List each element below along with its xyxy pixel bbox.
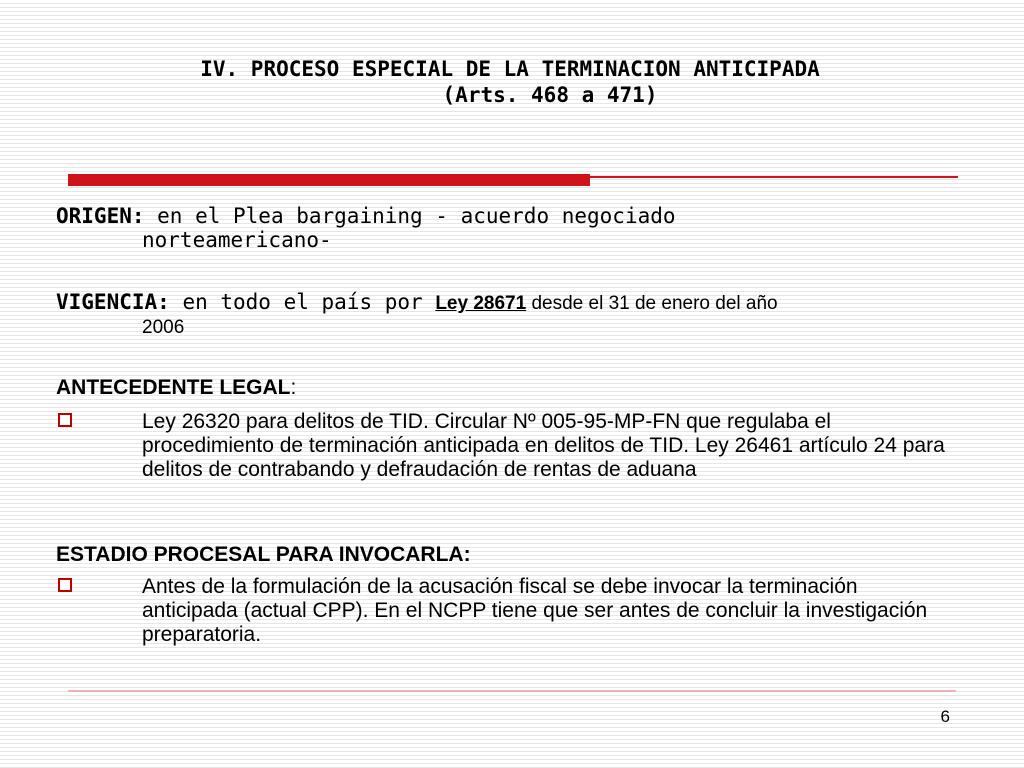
antecedente-bullet [56,410,956,482]
footer-divider-line [68,690,956,692]
antecedente-heading [56,376,296,400]
square-outline-bullet-icon [58,578,72,592]
vigencia-text-cont: 2006 [142,317,185,338]
title-divider-bar [68,174,590,186]
page-number: 6 [940,707,950,726]
vigencia-law: Ley 28671 [435,293,527,314]
square-outline-bullet-icon [58,413,72,427]
vigencia-after: desde el 31 de enero del año [526,293,778,314]
estadio-text: Antes de la formulación de la acusación fiscal se debe invocar la terminación anticipada (actual CPP). En el NCPP tiene que ser antes de concluir la investigación preparatoria. [142,575,928,646]
vigencia-label: VIGENCIA: [56,290,170,314]
antecedente-colon: : [290,376,297,399]
origen-text-cont: norteamericano- [142,228,332,252]
antecedente-label: ANTECEDENTE LEGAL [56,376,291,399]
title-divider-line [590,176,958,178]
estadio-bullet [56,575,956,647]
estadio-heading: ESTADIO PROCESAL PARA INVOCARLA: [56,543,471,566]
slide-title-line2: (Arts. 468 a 471) [442,83,658,107]
origen-paragraph [56,204,956,252]
vigencia-text: en todo el país por [169,290,436,314]
slide-title-line1: IV. PROCESO ESPECIAL DE LA TERMINACION ANTICIPADA [200,57,820,81]
vigencia-paragraph [56,290,956,340]
slide-title [60,56,960,108]
origen-text: en el Plea bargaining - acuerdo negociado [144,204,676,228]
antecedente-text: Ley 26320 para delitos de TID. Circular Nº 005-95-MP-FN que regulaba el procedimiento de terminación anticipada en delitos de TID. Ley 26461 artículo 24 para delitos de contrabando y defraudación de rentas de aduana [142,410,945,481]
origen-label: ORIGEN: [56,204,145,228]
